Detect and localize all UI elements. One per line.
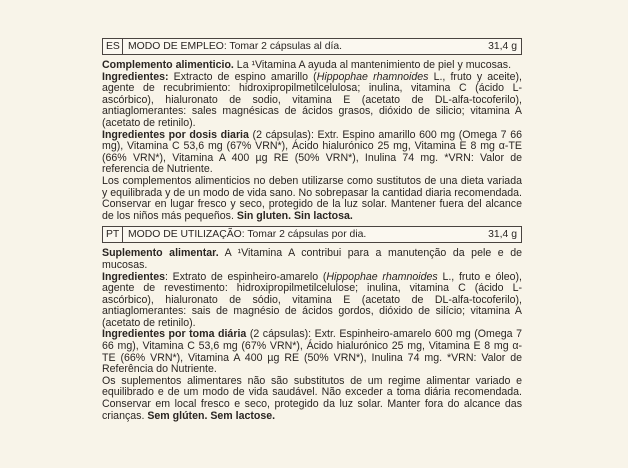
ingredients-text-2-pt: L., fruto e óleo), agente de revestimento: hidroxipropilmetilcelulose; inulina, vitamina C (ácido L-ascórbico), hialuronato de sódio, vitamina E (acetato de DL-alfa-tocoferilo), antiaglomerantes: sais de magnésio de ácidos gordos, dióxido de silício; vitamina A (acetato de retinilo).: [102, 270, 522, 329]
supplement-text-es: La ¹Vitamina A ayuda al mantenimiento de piel y mucosas.: [233, 59, 512, 71]
allergen-free-es: Sin gluten. Sin lactosa.: [236, 209, 353, 222]
net-weight-es: 31,4 g: [488, 41, 517, 52]
net-weight-pt: 31,4 g: [488, 229, 517, 241]
warning-paragraph-es: [102, 176, 522, 222]
ingredients-text-2-es: L., fruto y aceite), agente de recubrimiento: hidroxipropilmetilcelulosa; inulina, vitamina C (ácido L-ascórbico), hialuronato de sodio, vitamina E (acetato de DL-alfa-tocoferilo), antiaglomerantes: sales magnésicas de ácidos grasos, dióxido de silicio; vitamina A (acetato de retinilo).: [102, 70, 522, 129]
usage-bar-pt: [102, 226, 522, 243]
ingredients-text-1-pt: : Extrato de espinheiro-amarelo (: [165, 270, 327, 283]
ingredients-latin-es: Hippophae rhamnoides: [316, 70, 429, 83]
ingredients-paragraph-es: [102, 72, 522, 130]
product-label: [102, 38, 522, 422]
warning-text-pt: Os suplementos alimentares não são substitutos de um regime alimentar variado e equilibrado e de um modo de vida saudável. Não exceder a toma diária recomendada. Conservar em local fresco e seco, protegido da luz solar. Manter fora do alcance das crianças.: [102, 374, 522, 422]
supplement-text-pt: A ¹Vitamina A contribui para a manutenção da pele e de mucosas.: [102, 247, 522, 271]
ingredients-title-pt: Ingredientes: [102, 270, 165, 283]
dose-text-pt: (2 cápsulas): Extr. Espinheiro-amarelo 600 mg (Omega 7 66 mg), Vitamina C 53,6 mg (67% VRN*), Ácido hialurónico 25 mg, Vitamina E 8 mg α-TE (66% VRN*), Vitamina A 400 µg RE (50% VRN*), Inulina 74 mg. *VRN: Valor de Referência do Nutriente.: [102, 328, 522, 376]
ingredients-text-1-es: Extracto de espino amarillo (: [168, 70, 317, 83]
dose-title-es: Ingredientes por dosis diaria: [102, 128, 249, 141]
supplement-paragraph-pt: [102, 248, 522, 271]
warning-paragraph-pt: [102, 376, 522, 422]
dose-paragraph-es: [102, 130, 522, 176]
usage-instructions-es: MODO DE EMPLEO: Tomar 2 cápsulas al día.: [128, 41, 343, 52]
usage-instructions-pt: MODO DE UTILIZAÇÃO: Tomar 2 cápsulas por dia.: [128, 229, 367, 241]
dose-text-es: (2 cápsulas): Extr. Espino amarillo 600 mg (Omega 7 66 mg), Vitamina C 53,6 mg (67% VRN*), Ácido hialurónico 25 mg, Vitamina E 8 mg α-TE (66% VRN*), Vitamina A 400 µg RE (50% VRN*), Inulina 74 mg. *VRN: Valor de referencia de Nutriente.: [102, 128, 522, 176]
language-code-es: ES: [103, 39, 123, 54]
ingredients-latin-pt: Hippophae rhamnoides: [326, 270, 438, 283]
dose-paragraph-pt: [102, 329, 522, 375]
ingredients-paragraph-pt: [102, 272, 522, 330]
supplement-title-pt: Suplemento alimentar.: [102, 247, 219, 260]
warning-text-es: Los complementos alimenticios no deben utilizarse como sustitutos de una dieta variada y equilibrada y de un modo de vida sano. No sobrepasar la cantidad diaria recomendada. Conservar en lugar fresco y seco, protegido de la luz solar. Mantener fuera del alcance de los niños más pequeños.: [102, 174, 522, 222]
dose-title-pt: Ingredientes por toma diária: [102, 328, 247, 341]
language-code-pt: PT: [103, 227, 123, 242]
ingredients-title-es: Ingredientes:: [102, 70, 169, 83]
allergen-free-pt: Sem glúten. Sem lactose.: [147, 409, 276, 422]
usage-bar-es: [102, 38, 522, 55]
supplement-title-es: Complemento alimenticio.: [102, 59, 234, 71]
